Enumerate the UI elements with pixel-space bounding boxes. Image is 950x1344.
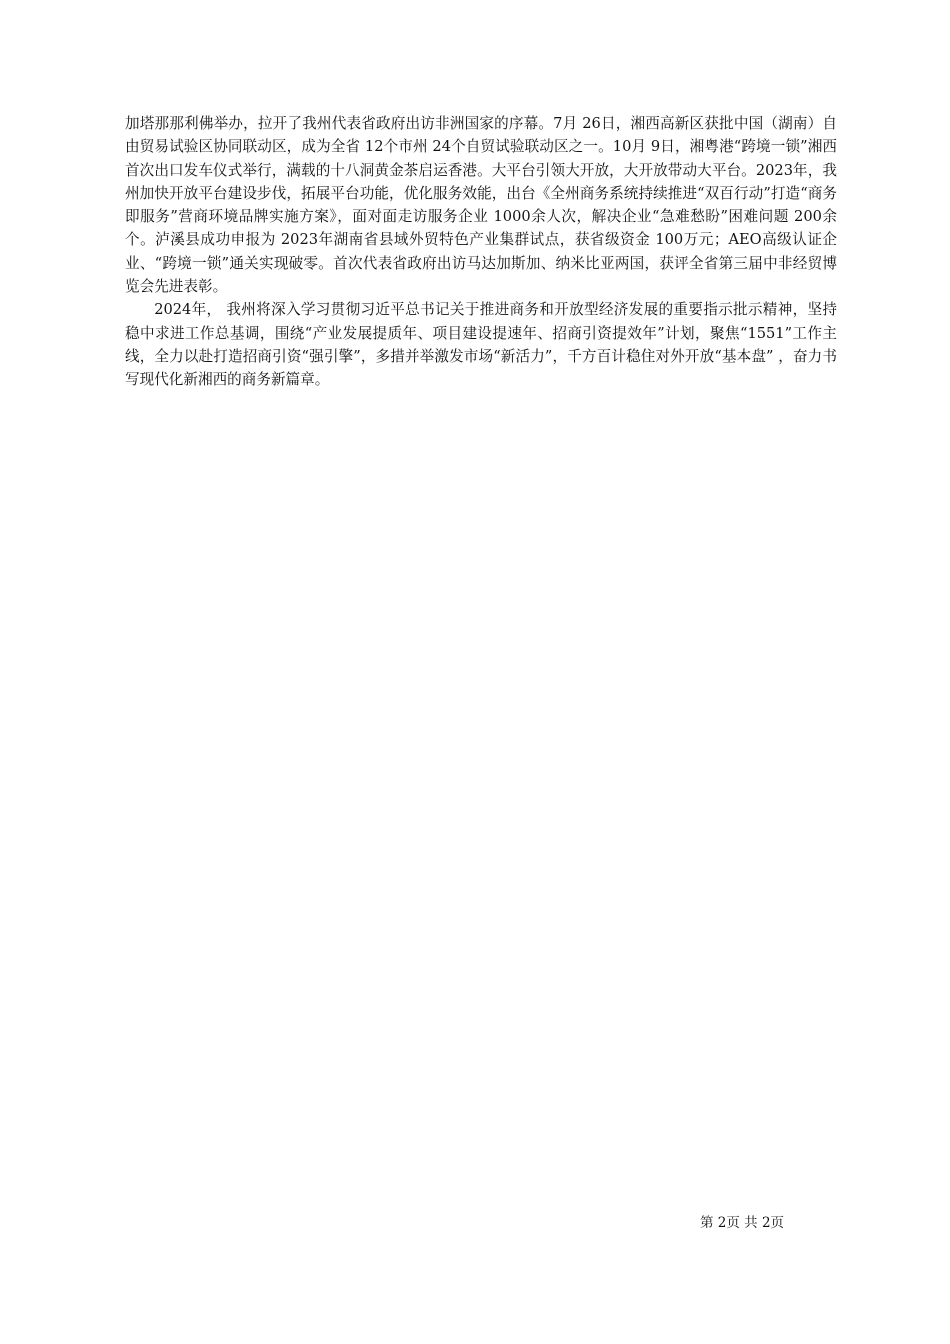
paragraph-2024-plan: 2024年， 我州将深入学习贯彻习近平总书记关于推进商务和开放型经济发展的重要指示批示精神，坚持稳中求进工作总基调，围绕“产业发展提质年、项目建设提速年、招商引资提效年”计划，聚焦“1551”工作主线，全力以赴打造招商引资“强引擎”，多措并举激发市场“新活力”，千方百计稳住对外开放“基本盘” ，奋力书写现代化新湘西的商务新篇章。 [125, 301, 837, 389]
document-body [125, 112, 837, 392]
paragraph-continuation: 加塔那那利佛举办，拉开了我州代表省政府出访非洲国家的序幕。7月 26日，湘西高新区获批中国（湖南）自由贸易试验区协同联动区，成为全省 12个市州 24个自贸试验联动区之一。10月 9日，湘粤港“跨境一锁”湘西首次出口发车仪式举行，满载的十八洞黄金茶启运香港。大平台引领大开放，大开放带动大平台。2023年，我州加快开放平台建设步伐，拓展平台功能，优化服务效能，出台《全州商务系统持续推进“双百行动”打造“商务即服务”营商环境品牌实施方案》，面对面走访服务企业 1000余人次，解决企业“急难愁盼”困难问题 200余个。泸溪县成功申报为 2023年湖南省县域外贸特色产业集群试点，获省级资金 100万元；AEO高级认证企业、“跨境一锁”通关实现破零。首次代表省政府出访马达加斯加、纳米比亚两国，获评全省第三届中非经贸博览会先进表彰。 [125, 115, 837, 296]
page-number-footer: 第 2页 共 2页 [700, 1215, 785, 1231]
